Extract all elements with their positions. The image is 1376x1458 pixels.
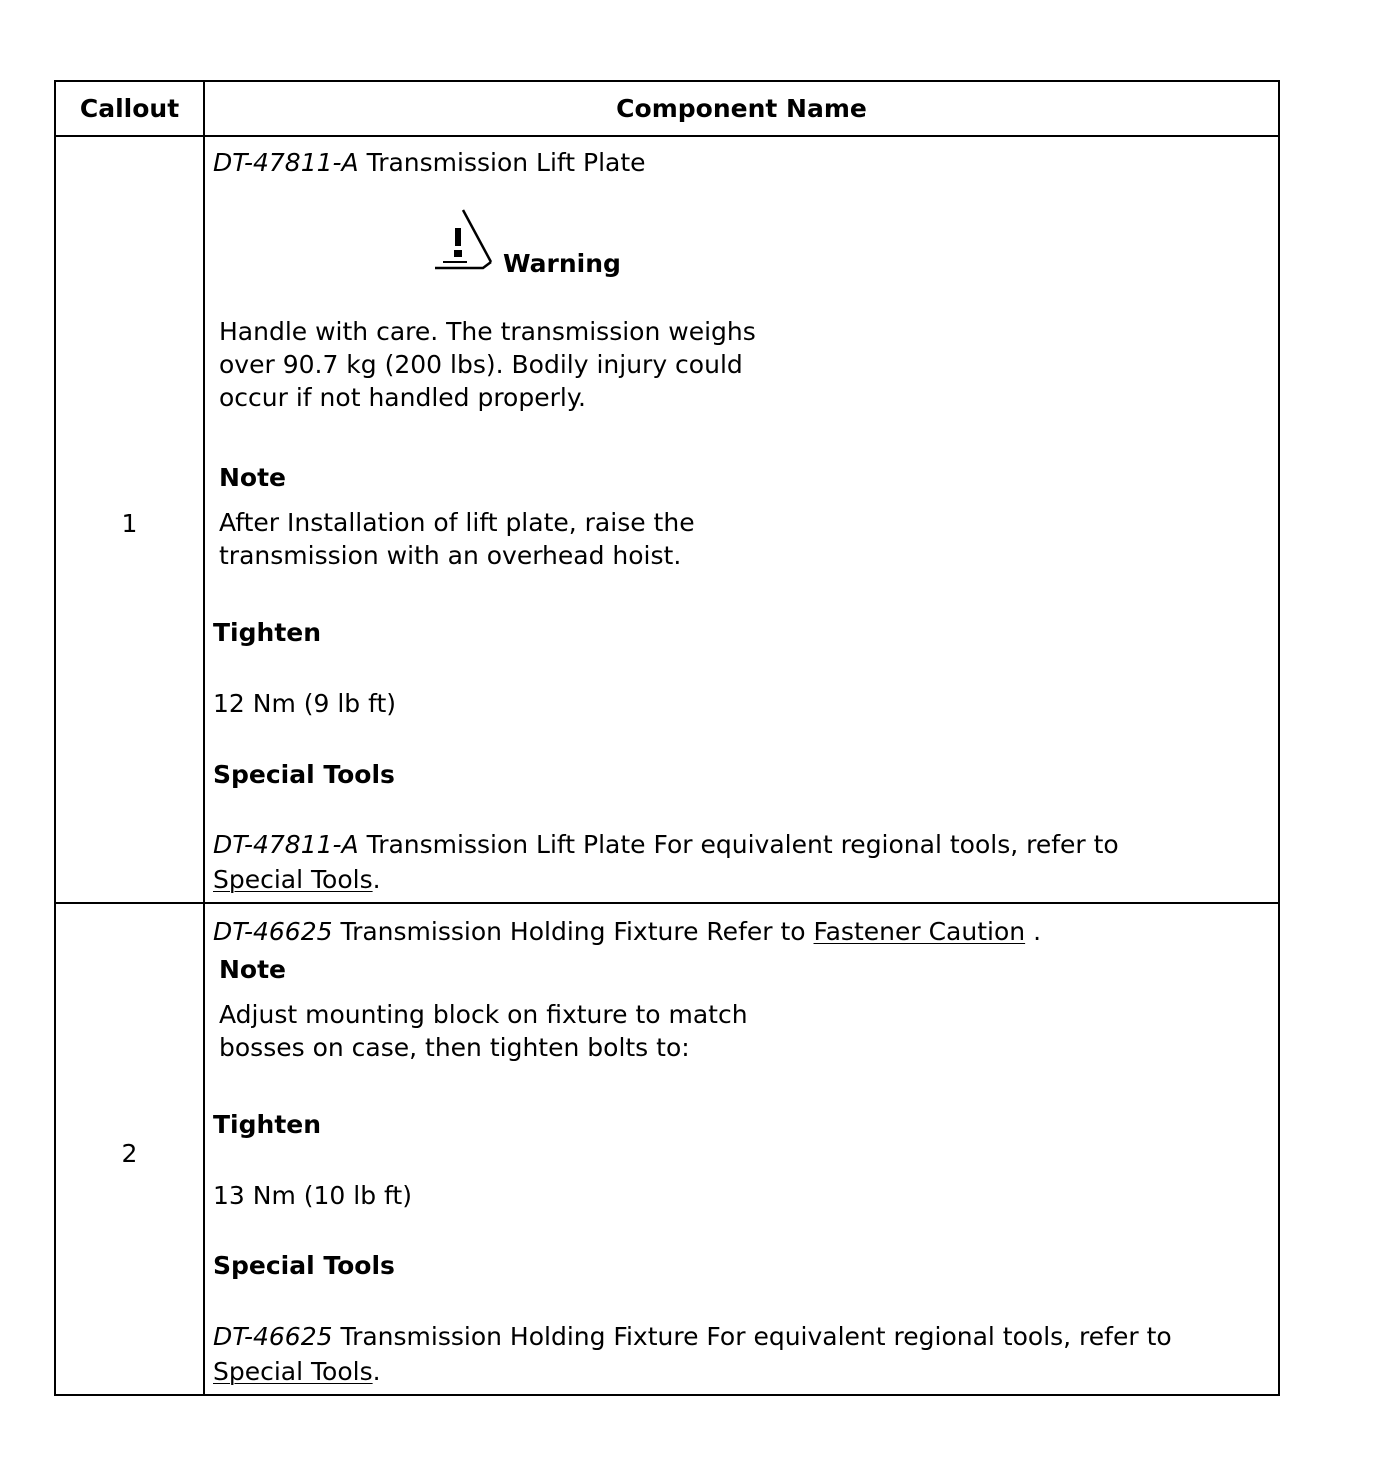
- fastener-caution-link[interactable]: Fastener Caution: [813, 917, 1026, 946]
- tool-id: DT-47811-A: [213, 148, 359, 177]
- note-title: Note: [219, 955, 287, 984]
- note-line: After Installation of lift plate, raise the: [219, 508, 695, 537]
- warning-line: Handle with care. The transmission weighs: [219, 317, 756, 346]
- tighten-title: Tighten: [213, 1110, 322, 1139]
- component-table: [54, 80, 1280, 1396]
- warning-line: occur if not handled properly.: [219, 383, 587, 412]
- header-callout: Callout: [79, 94, 180, 123]
- column-divider: [203, 82, 205, 1394]
- special-tool-desc: Transmission Holding Fixture For equivalent regional tools, refer to: [340, 1322, 1172, 1351]
- special-tool-id: DT-46625: [213, 1322, 333, 1351]
- note-title: Note: [219, 463, 287, 492]
- warning-icon: [433, 206, 497, 272]
- tool-title: [213, 146, 646, 179]
- callout-number: 2: [121, 1139, 138, 1168]
- special-tools-link[interactable]: Special Tools: [213, 865, 373, 894]
- row-divider: [56, 902, 1278, 904]
- special-tool-desc: Transmission Lift Plate For equivalent regional tools, refer to: [366, 830, 1119, 859]
- special-tools-link[interactable]: Special Tools: [213, 1357, 373, 1386]
- special-tools-title: Special Tools: [213, 760, 395, 789]
- header-component-name: Component Name: [616, 94, 867, 123]
- special-tools-period: .: [372, 865, 381, 894]
- torque-value: 13 Nm (10 lb ft): [213, 1181, 412, 1210]
- special-tool-id: DT-47811-A: [213, 830, 359, 859]
- tool-name: Transmission Holding Fixture Refer to: [340, 917, 806, 946]
- callout-number: 1: [121, 509, 138, 538]
- special-tools-ref: [213, 863, 381, 896]
- torque-value: 12 Nm (9 lb ft): [213, 689, 397, 718]
- tool-title: [213, 915, 1041, 948]
- note-line: Adjust mounting block on fixture to match: [219, 1000, 748, 1029]
- special-tools-ref: [213, 1355, 381, 1388]
- tighten-title: Tighten: [213, 618, 322, 647]
- special-tools-title: Special Tools: [213, 1251, 395, 1280]
- special-tools-text: [213, 828, 1119, 861]
- note-line: bosses on case, then tighten bolts to:: [219, 1033, 690, 1062]
- tool-id: DT-46625: [213, 917, 333, 946]
- warning-line: over 90.7 kg (200 lbs). Bodily injury could: [219, 350, 743, 379]
- warning-title: Warning: [503, 249, 621, 278]
- special-tools-text: [213, 1320, 1172, 1353]
- caution-period: .: [1033, 917, 1042, 946]
- tool-name: Transmission Lift Plate: [366, 148, 646, 177]
- special-tools-period: .: [372, 1357, 381, 1386]
- note-line: transmission with an overhead hoist.: [219, 541, 682, 570]
